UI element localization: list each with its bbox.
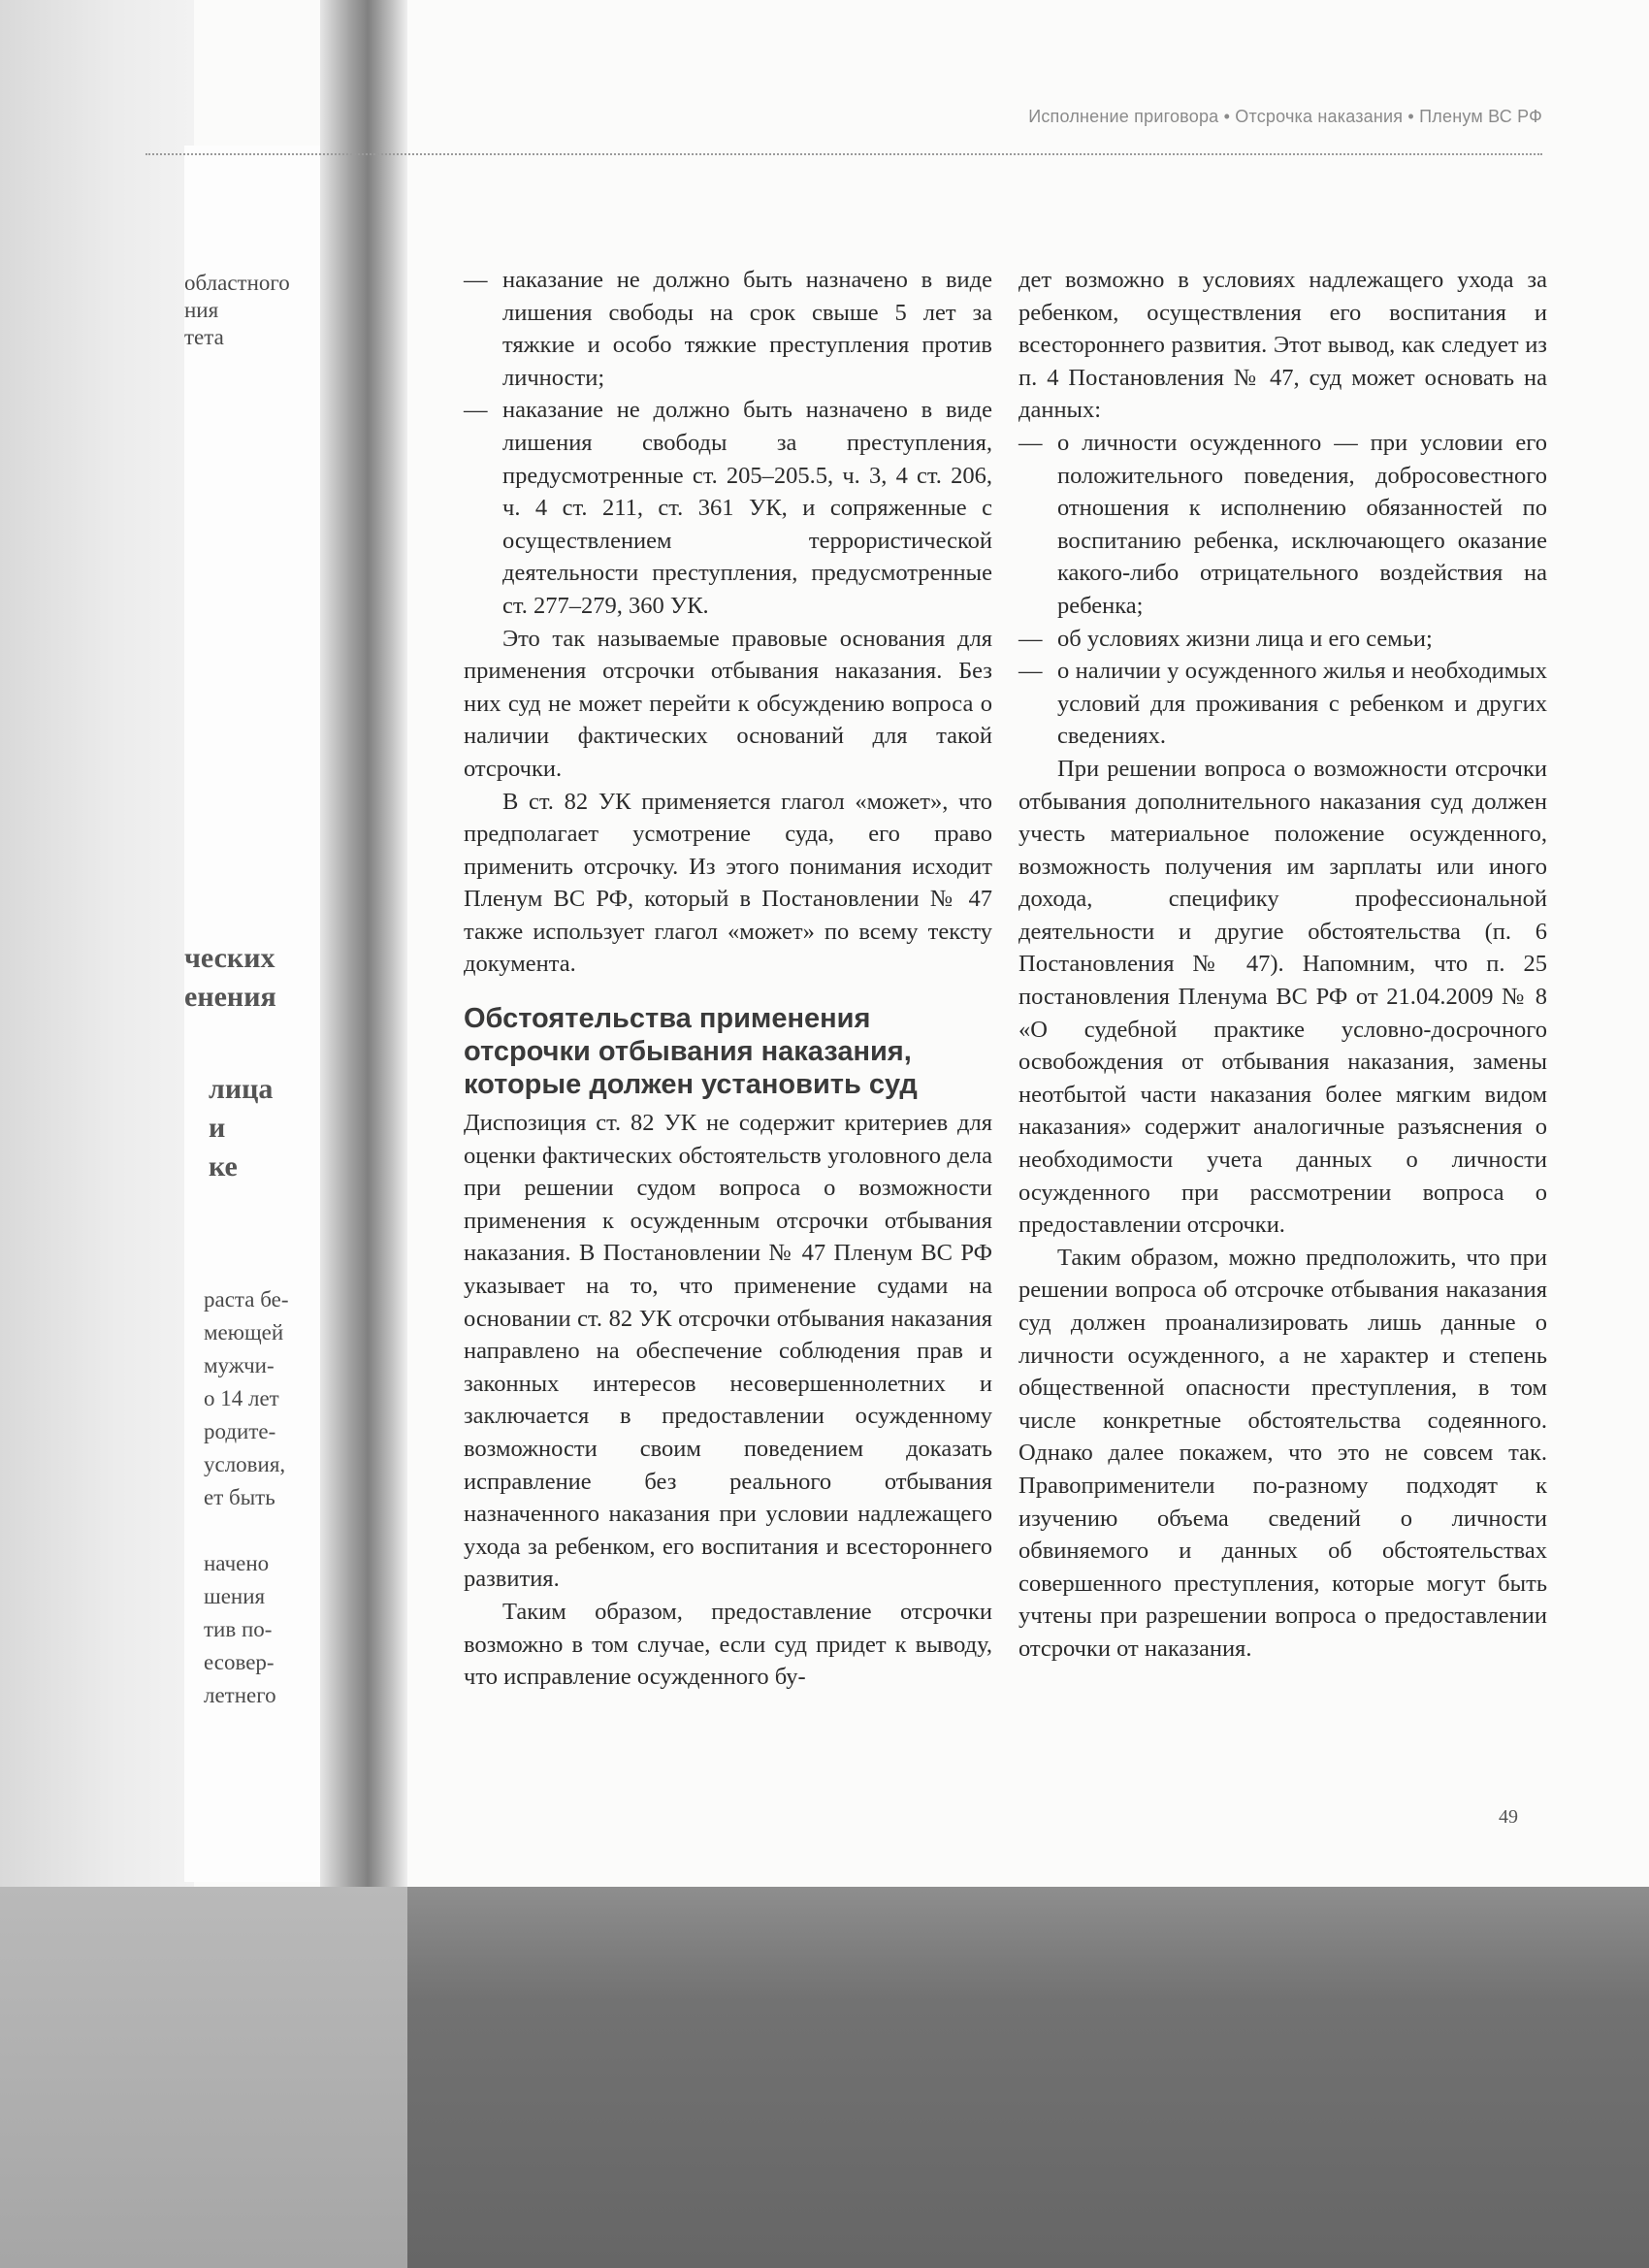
left-fragment: ния: [184, 298, 219, 322]
dash-marker: —: [464, 397, 488, 424]
paragraph: Это так называемые правовые основания для применения отсрочки отбывания наказания. Без них суд не может перейти к обсуждению вопроса о наличии фактических оснований для такой отсрочки.: [464, 625, 992, 782]
left-fragment: начено: [204, 1551, 270, 1575]
scanner-bed-shadow-left: [0, 1887, 407, 2268]
data-list: [1018, 427, 1547, 753]
page-number: 49: [1499, 1806, 1518, 1828]
left-fragment: раста бе-: [204, 1287, 289, 1312]
left-fragment: мужчи-: [204, 1353, 275, 1377]
left-fragment: о 14 лет: [204, 1386, 279, 1410]
paragraph: Диспозиция ст. 82 УК не содержит критериев для оценки фактических обстоятельств уголовного дела при решении судом вопроса о возможности применения к осужденным отсрочки отбывания наказания. В Постановлении № 47 Пленум ВС РФ указывает на то, что применение судами на основании ст. 82 УК отсрочки отбывания наказания направлено на обеспечение соблюдения прав и законных интересов несовершеннолетних и заключается в предоставлении осужденному возможности своим поведением доказать исправление без реального отбывания назначенного наказания при условии надлежащего ухода за ребенком, его воспитания и всестороннего развития.: [464, 1110, 992, 1593]
list-item: — об условиях жизни лица и его семьи;: [1018, 623, 1547, 656]
list-item: — наказание не должно быть назначено в виде лишения свободы на срок свыше 5 лет за тяжкие и особо тяжкие преступления против личности;: [464, 264, 992, 394]
dash-marker: —: [1018, 625, 1043, 652]
dash-marker: —: [1018, 429, 1043, 456]
left-fragment: родите-: [204, 1419, 276, 1443]
left-fragment: тив по-: [204, 1617, 273, 1641]
left-fragment-heading: ческих: [184, 942, 275, 974]
left-fragment: летнего: [204, 1683, 276, 1707]
left-fragment-heading: енения: [184, 981, 276, 1013]
left-fragment-heading: лица: [209, 1073, 274, 1105]
paragraph: В ст. 82 УК применяется глагол «может», что предполагает усмотрение суда, его право применить отсрочку. Из этого понимания исходит Пленум ВС РФ, который в Постановлении № 47 также использует глагол «может» по всему тексту документа.: [464, 788, 992, 978]
paragraph: дет возможно в условиях надлежащего ухода за ребенком, осуществления его воспитания и всестороннего развития. Этот вывод, как следует из п. 4 Постановления № 47, суд может основать на данных:: [1018, 267, 1547, 424]
left-fragment: меющей: [204, 1320, 284, 1345]
paragraph: При решении вопроса о возможности отсрочки отбывания дополнительного наказания суд должен учесть материальное положение осужденного, возможность получения им зарплаты или иного дохода, специфику профессиональной деятельности и другие обстоятельства (п. 6 Постановления № 47). Напомним, что п. 25 постановления Пленума ВС РФ от 21.04.2009 № 8 «О судебной практике условно-досрочного освобождения от отбывания наказания, замены неотбытой части наказания более мягким видом наказания» содержит аналогичные разъяснения о необходимости учета данных о личности осужденного при рассмотрении вопроса о предоставлении отсрочки.: [1018, 755, 1547, 1239]
left-fragment: есовер-: [204, 1650, 275, 1674]
left-fragment: шения: [204, 1584, 266, 1608]
dash-marker: —: [1018, 658, 1043, 685]
left-fragment: тета: [184, 325, 224, 349]
header-rule: [146, 153, 1542, 155]
conditions-list: [464, 264, 992, 623]
list-item: — о наличии у осужденного жилья и необходимых условий для проживания с ребенком и других сведениях.: [1018, 655, 1547, 753]
list-item: — о личности осужденного — при условии его положительного поведения, добросовестного отношения к исполнению обязанностей по воспитанию ребенка, исключающего оказание какого-либо отрицательного воздействия на ребенка;: [1018, 427, 1547, 623]
paragraph: Таким образом, предоставление отсрочки возможно в том случае, если суд придет к выводу, что исправление осужденного бу-: [464, 1598, 992, 1691]
left-fragment: областного: [184, 271, 290, 295]
text-column-left: [464, 264, 992, 1694]
running-header: Исполнение приговора • Отсрочка наказания • Пленум ВС РФ: [1028, 107, 1542, 126]
left-fragment: условия,: [204, 1452, 286, 1476]
left-fragment: ет быть: [204, 1485, 275, 1509]
dash-marker: —: [464, 267, 488, 293]
list-item: — наказание не должно быть назначено в виде лишения свободы за преступления, предусмотренные ст. 205–205.5, ч. 3, 4 ст. 206, ч. 4 ст. 211, ст. 361 УК, и сопряженные с осуществлением террористической деятельности преступления, предусмотренные ст. 277–279, 360 УК.: [464, 394, 992, 622]
paragraph: Таким образом, можно предположить, что при решении вопроса об отсрочке отбывания наказания суд должен проанализировать лишь данные о личности осужденного, а не характер и степень общественной опасности преступления, в том числе конкретные обстоятельства содеянного. Однако далее покажем, что это не совсем так. Правоприменители по-разному подходят к изучению объема сведений о личности обвиняемого и данных об обстоятельствах совершенного преступления, которые могут быть учтены при разрешении вопроса о предоставлении отсрочки от наказания.: [1018, 1244, 1547, 1662]
text-column-right: [1018, 264, 1547, 1666]
section-heading: Обстоятельства применения отсрочки отбывания наказания, которые должен установить суд: [464, 1003, 918, 1101]
left-fragment-heading: ке: [209, 1150, 238, 1183]
left-fragment-heading: и: [209, 1112, 226, 1144]
